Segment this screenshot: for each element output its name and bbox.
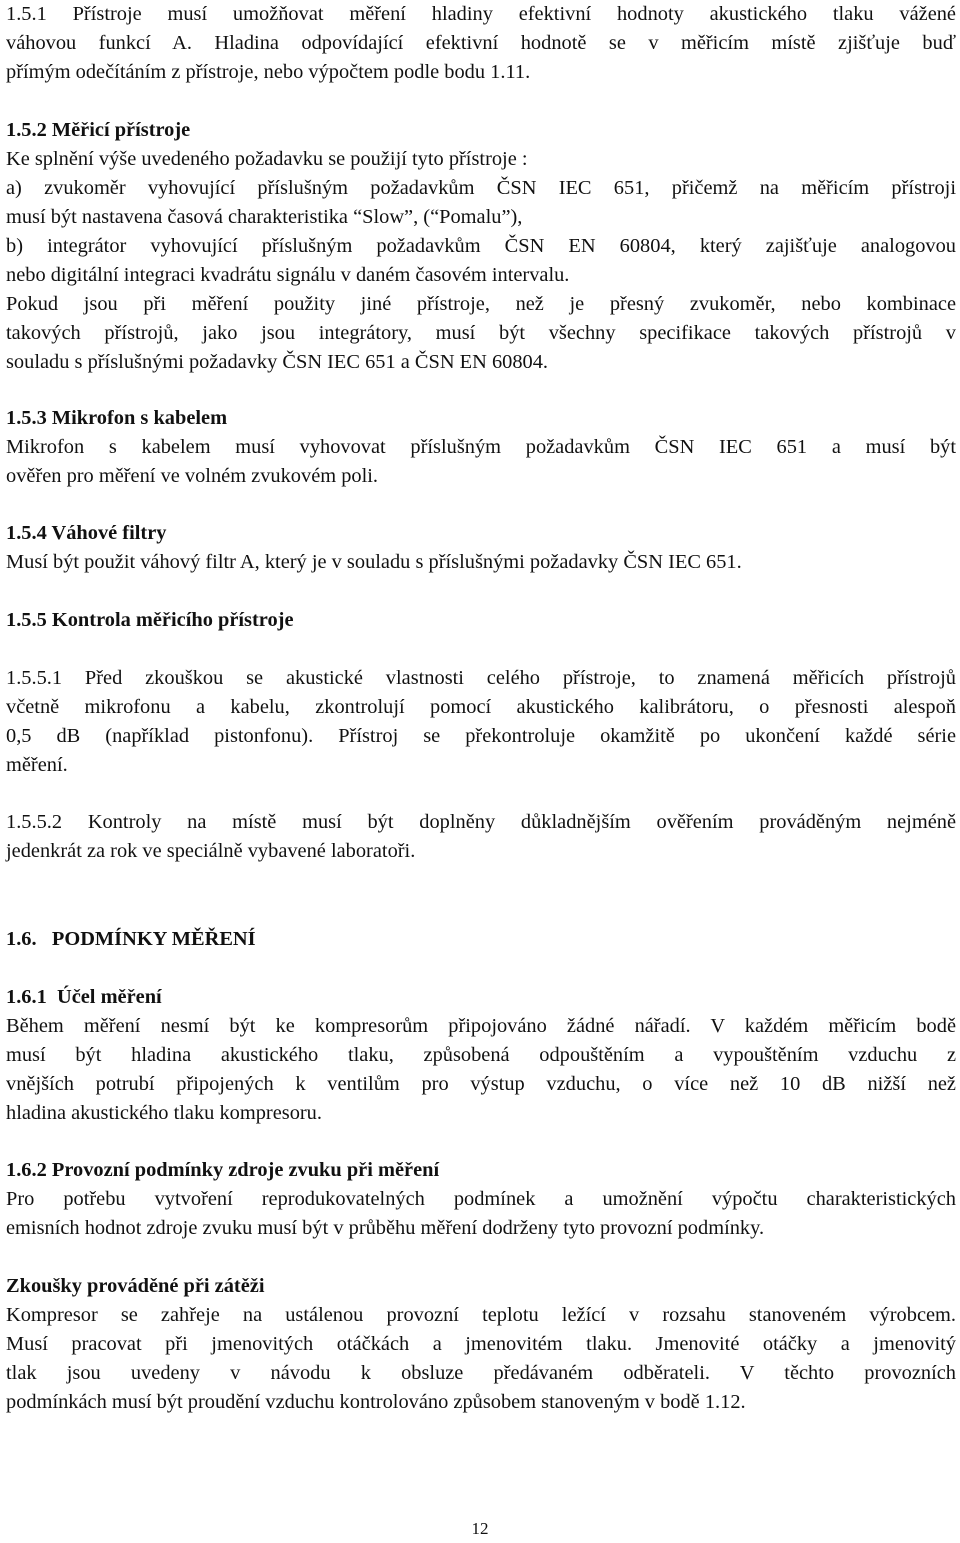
section-1-5-1-paragraph: [6, 0, 956, 87]
text-line: Pro potřebu vytvoření reprodukovatelných podmínek a umožnění výpočtu charakteristických: [6, 1188, 956, 1210]
chapter-heading: 1.6. PODMÍNKY MĚŘENÍ: [6, 928, 256, 950]
section-heading: Zkoušky prováděné při zátěži: [6, 1275, 265, 1297]
text-line: přímým odečítáním z přístroje, nebo výpočtem podle bodu 1.11.: [6, 61, 531, 83]
text-line: vnějších potrubí připojených k ventilům pro výstup vzduchu, o více než 10 dB nižší než: [6, 1073, 956, 1095]
text-line: hladina akustického tlaku kompresoru.: [6, 1102, 322, 1124]
section-1-6-1: [6, 983, 956, 1128]
text-line: musí být hladina akustického tlaku, způsobená odpouštěním a vypouštěním vzduchu z: [6, 1044, 956, 1066]
text-line: musí být nastavena časová charakteristika “Slow”, (“Pomalu”),: [6, 206, 523, 228]
section-heading: 1.5.5 Kontrola měřicího přístroje: [6, 609, 294, 631]
text-line: ověřen pro měření ve volném zvukovém poli.: [6, 465, 379, 487]
page-number: 12: [471, 1519, 489, 1538]
section-heading: 1.6.2 Provozní podmínky zdroje zvuku při měření: [6, 1159, 440, 1181]
text-line: Kompresor se zahřeje na ustálenou provozní teplotu ležící v rozsahu stanoveném výrobcem.: [6, 1304, 956, 1326]
text-line: jedenkrát za rok ve speciálně vybavené laboratoři.: [6, 840, 416, 862]
text-line: emisních hodnot zdroje zvuku musí být v průběhu měření dodrženy tyto provozní podmínky.: [6, 1217, 765, 1239]
section-1-5-4: [6, 519, 956, 577]
text-line: Ke splnění výše uvedeného požadavku se použijí tyto přístroje :: [6, 148, 528, 170]
text-line: váhovou funkcí A. Hladina odpovídající efektivní hodnotě se v měřicím místě zjišťuje buď: [6, 32, 956, 54]
section-heading: 1.5.2 Měřicí přístroje: [6, 119, 191, 141]
text-line: Mikrofon s kabelem musí vyhovovat příslušným požadavkům ČSN IEC 651 a musí být: [6, 436, 956, 458]
text-line: a) zvukoměr vyhovující příslušným požadavkům ČSN IEC 651, přičemž na měřicím přístroji: [6, 177, 956, 199]
text-line: nebo digitální integraci kvadrátu signálu v daném časovém intervalu.: [6, 264, 570, 286]
text-line: Během měření nesmí být ke kompresorům připojováno žádné nářadí. V každém měřicím bodě: [6, 1015, 956, 1037]
section-heading: 1.5.3 Mikrofon s kabelem: [6, 407, 228, 429]
text-line: 0,5 dB (například pistonfonu). Přístroj se překontroluje okamžitě po ukončení každé série: [6, 725, 956, 747]
section-1-5-5: [6, 606, 956, 635]
text-line: měření.: [6, 754, 68, 776]
text-line: včetně mikrofonu a kabelu, zkontrolují pomocí akustického kalibrátoru, o přesnosti alespoň: [6, 696, 956, 718]
section-load-tests: [6, 1272, 956, 1417]
text-line: Musí pracovat při jmenovitých otáčkách a jmenovitém tlaku. Jmenovité otáčky a jmenovitý: [6, 1333, 956, 1355]
section-1-5-3: [6, 404, 956, 491]
text-line: souladu s příslušnými požadavky ČSN IEC 651 a ČSN EN 60804.: [6, 351, 549, 373]
section-1-5-5-2-paragraph: [6, 808, 956, 866]
section-1-5-5-1-paragraph: [6, 664, 956, 780]
text-line: tlak jsou uvedeny v návodu k obsluze předávaném odběrateli. V těchto provozních: [6, 1362, 956, 1384]
text-line: Pokud jsou při měření použity jiné přístroje, než je přesný zvukoměr, nebo kombinace: [6, 293, 956, 315]
text-line: podmínkách musí být proudění vzduchu kontrolováno způsobem stanoveným v bodě 1.12.: [6, 1391, 746, 1413]
section-heading: 1.5.4 Váhové filtry: [6, 522, 167, 544]
section-heading: 1.6.1 Účel měření: [6, 986, 162, 1008]
text-line: 1.5.5.2 Kontroly na místě musí být doplněny důkladnějším ověřením prováděným nejméně: [6, 811, 956, 833]
section-1-5-2: [6, 116, 956, 377]
text-line: Musí být použit váhový filtr A, který je v souladu s příslušnými požadavky ČSN IEC 651.: [6, 551, 742, 573]
section-1-6: [6, 925, 956, 954]
text-line: takových přístrojů, jako jsou integrátory, musí být všechny specifikace takových přístrojů v: [6, 322, 956, 344]
section-1-6-2: [6, 1156, 956, 1243]
text-line: 1.5.5.1 Před zkouškou se akustické vlastnosti celého přístroje, to znamená měřicích přístrojů: [6, 667, 956, 689]
text-line: b) integrátor vyhovující příslušným požadavkům ČSN EN 60804, který zajišťuje analogovou: [6, 235, 956, 257]
text-line: 1.5.1 Přístroje musí umožňovat měření hladiny efektivní hodnoty akustického tlaku vážené: [6, 3, 956, 25]
